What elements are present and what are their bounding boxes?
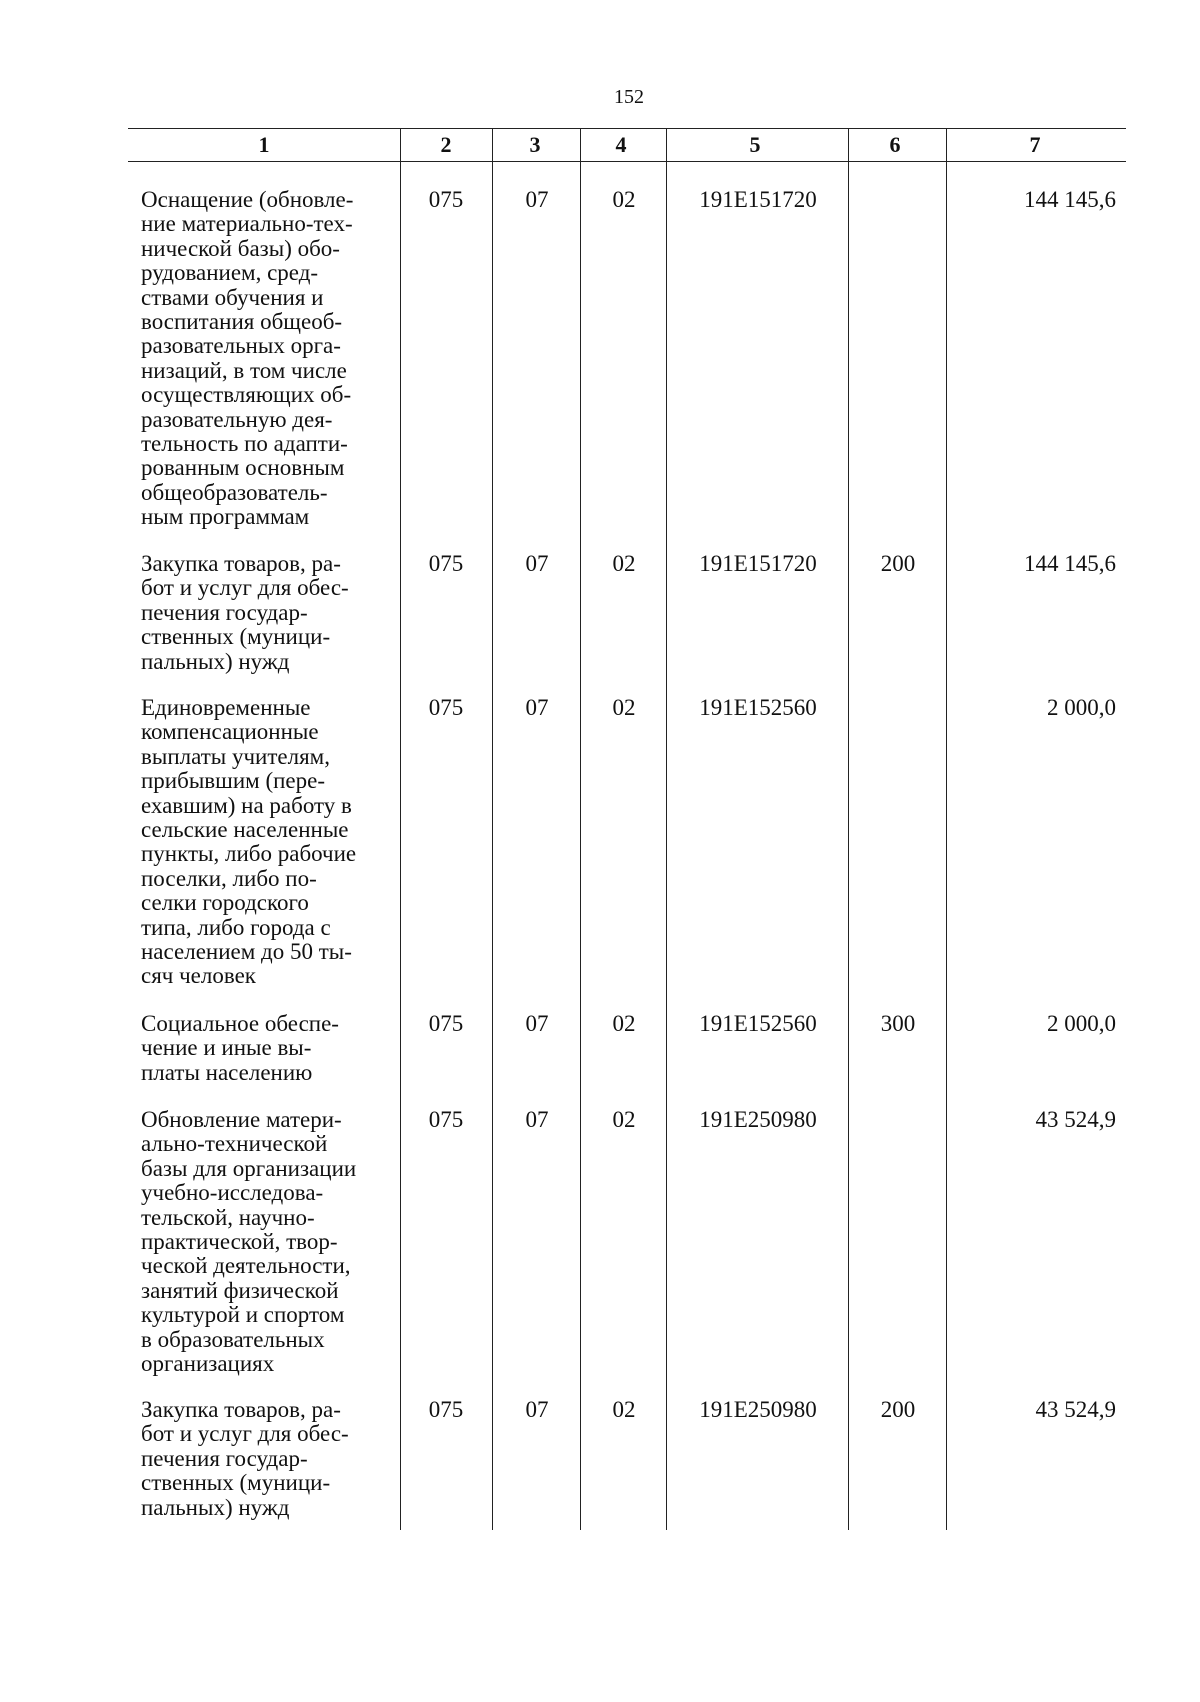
cell-col3: 07: [525, 1107, 549, 1132]
cell-col7: 144 145,6: [1024, 187, 1116, 212]
cell-col4: 02: [612, 1397, 636, 1422]
cell-col2: 075: [428, 551, 464, 576]
column-header-6: 6: [889, 132, 901, 157]
table-header: [128, 128, 1126, 162]
cell-col7: 2 000,0: [1047, 1011, 1116, 1036]
cell-col5: 191E250980: [699, 1107, 817, 1132]
cell-col5: 191E151720: [699, 551, 817, 576]
cell-col2: 075: [428, 1397, 464, 1422]
column-divider: [848, 128, 849, 1530]
cell-col3: 07: [525, 1397, 549, 1422]
column-divider: [580, 128, 581, 1530]
column-header-4: 4: [615, 132, 627, 157]
column-divider: [946, 128, 947, 1530]
cell-col4: 02: [612, 695, 636, 720]
cell-col7: 43 524,9: [1035, 1107, 1116, 1132]
row-description: Закупка товаров, ра- бот и услуг для обес- печения государ- ственных (муници- пальных) нужд: [141, 1397, 349, 1520]
column-divider: [400, 128, 401, 1530]
cell-col7: 144 145,6: [1024, 551, 1116, 576]
cell-col5: 191E250980: [699, 1397, 817, 1422]
cell-col3: 07: [525, 695, 549, 720]
column-header-7: 7: [1029, 132, 1041, 157]
cell-col4: 02: [612, 1011, 636, 1036]
row-description: Обновление матери- ально-технической базы для организации учебно-исследова- тельской, научно- практической, твор- ческой деятельности, занятий физической культурой и спортом в образовательных организациях: [141, 1107, 357, 1377]
row-description: Закупка товаров, ра- бот и услуг для обес- печения государ- ственных (муници- пальных) нужд: [141, 551, 349, 674]
cell-col5: 191E152560: [699, 1011, 817, 1036]
cell-col6: 200: [880, 1397, 916, 1422]
cell-col2: 075: [428, 187, 464, 212]
cell-col2: 075: [428, 695, 464, 720]
column-header-5: 5: [749, 132, 761, 157]
cell-col2: 075: [428, 1011, 464, 1036]
column-header-2: 2: [440, 132, 452, 157]
column-divider: [666, 128, 667, 1530]
cell-col3: 07: [525, 551, 549, 576]
cell-col7: 43 524,9: [1035, 1397, 1116, 1422]
cell-col3: 07: [525, 187, 549, 212]
column-header-3: 3: [529, 132, 541, 157]
cell-col6: 300: [880, 1011, 916, 1036]
row-description: Социальное обеспе- чение и иные вы- платы населению: [141, 1011, 339, 1085]
cell-col3: 07: [525, 1011, 549, 1036]
cell-col4: 02: [612, 551, 636, 576]
column-divider: [492, 128, 493, 1530]
cell-col6: 200: [880, 551, 916, 576]
cell-col4: 02: [612, 187, 636, 212]
row-description: Оснащение (обновле- ние материально-тех- нической базы) обо- рудованием, сред- ствами обучения и воспитания общеоб- разовательных орга- низаций, в том числе осуществляющих об- разовательную дея- тельность по адапти- рованным основным общеобразователь- ным программам: [141, 187, 354, 530]
column-header-1: 1: [258, 132, 270, 157]
cell-col5: 191E152560: [699, 695, 817, 720]
cell-col2: 075: [428, 1107, 464, 1132]
cell-col7: 2 000,0: [1047, 695, 1116, 720]
row-description: Единовременные компенсационные выплаты учителям, прибывшим (пере- ехавшим) на работу в сельские населенные пункты, либо рабочие поселки, либо по- селки городского типа, либо города с населением до 50 ты- сяч человек: [141, 695, 357, 989]
page-number: 152: [614, 86, 644, 108]
cell-col5: 191E151720: [699, 187, 817, 212]
cell-col4: 02: [612, 1107, 636, 1132]
